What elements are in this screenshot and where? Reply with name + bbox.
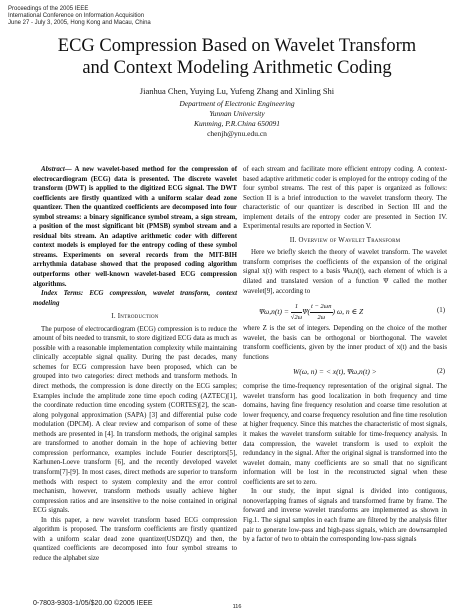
affiliation: [0, 99, 474, 139]
intro-paragraph-1: The purpose of electrocardiogram (ECG) compression is to reduce the amount of bits needed to transmit, to store digitized ECG data as much as possible with a reasonable implementation complexity while maintaining clinically acceptable signal quality. During the past decades, many schemes for ECG compression have been proposed, which can be grouped into two categories: direct methods and transform methods. In direct methods, the compression is done directly on the ECG samples; Examples include the amplitude zone time epoch coding (AZTEC)[1], the coordinate reduction time encoding system (CORTES)[2], the scan-along polygonal approximation (SAPA) [3] and differential pulse code modulation (DPCM). A clear review and comparison of some of these methods are presented in [4]. In transform methods, the original samples are transformed to another domain in the hope of achieving better compression performance, examples include Fourier descriptors[5], Karhunen-Loeve transform [6], and the recently developed wavelet transform[7]-[9]. In most cases, direct methods are superior to transform methods with respect to system complexity and the error control mechanism, however, transform methods usually achieve higher compression ratios and are insensitive to the noise contained in original ECG signals.: [33, 325, 237, 515]
eq1-rhs: ) ω, n ∈ Z: [332, 306, 364, 316]
section-2-number: II.: [289, 236, 297, 244]
equation-2-body: W(ω, n) = < x(t), Ψω,n(t) >: [293, 367, 377, 377]
equation-2-number: (2): [436, 368, 445, 376]
equation-1-body: [259, 302, 363, 322]
affiliation-email: chenjh@ynu.edu.cn: [207, 129, 267, 138]
eq1-mid: Ψ(: [302, 306, 310, 316]
section-1-number: I.: [111, 313, 116, 321]
header-line-3: June 27 - July 3, 2005, Hong Kong and Macau, China: [8, 20, 151, 26]
page-number: 116: [232, 604, 242, 610]
abstract: [33, 165, 237, 289]
header-line-1: Proceedings of the 2005 IEEE: [8, 6, 89, 12]
eq1-frac2-den: 2ω: [317, 313, 326, 321]
abstract-lead: Abstract: [41, 166, 65, 173]
authors: Jianhua Chen, Yuying Lu, Yufeng Zhang and Xinling Shi: [139, 86, 335, 96]
equation-2: [243, 364, 447, 380]
section-heading-introduction: [33, 312, 237, 322]
eq1-fraction: [291, 302, 302, 322]
eq1-frac-den: √2ω: [290, 313, 303, 321]
affiliation-city: Kunming, P.R.China 650091: [194, 119, 280, 128]
section-2-title: Overview of Wavelet Transform: [298, 236, 401, 244]
equation-1-number: (1): [436, 307, 445, 315]
intro-paragraph-3: of each stream and facilitate more efficient entropy coding. A context-based adaptive arithmetic coder is employed for the entropy coding of the four symbol streams. The rest of this paper is organized as follows: Section II is a brief introduction to the wavelet transform theory. The characteristic of our quantizer is described in Section III and the implement details of the entropy coder are presented in Section IV. Experimental results are reported in Section V.: [243, 166, 447, 231]
equation-1: [243, 298, 447, 322]
wavelet-paragraph-3: comprise the time-frequency representation of the original signal. The wavelet transform has good localization in both frequency and time domains, having fine frequency resolution and coarse time resolution at lower frequency, and coarse frequency resolution and fine time resolution at higher frequency. Since this matches the characteristic of most signals, it makes the wavelet transform suitable for time-frequency analysis. In data compression, the wavelet transform is used to exploit the redundancy in the signal. After the original signal is transformed into the wavelet domain, many coefficients are so small that no significant information will be lost in the reconstructed signal when these coefficients are set to zero.: [243, 383, 447, 486]
wavelet-paragraph-1: Here we briefly sketch the theory of wavelet transform. The wavelet transform comprises the coefficients of the expansion of the original signal x(t) with respect to a basis Ψω,n(t), each element of which is a dilated and translated version of a function Ψ called the mother wavelet[9], according to: [243, 249, 447, 295]
affiliation-univ: Yunnan University: [209, 109, 265, 118]
right-column: [243, 165, 447, 545]
index-terms: Index Terms: ECG compression, wavelet transform, context modeling: [33, 290, 237, 307]
wavelet-paragraph-4: In our study, the input signal is divided into contiguous, nonoverlapping frames of signals and transformed frame by frame. The forward and inverse wavelet transforms are implemented as shown in Fig.1. The signal samples in each frame are filtered by the analysis filter pair to generate low-pass and high-pass signals, which are downsampled by a factor of two to obtain the corresponding low-pass signals: [243, 488, 447, 544]
header-line-2: International Conference on Information Acquisition: [8, 13, 145, 19]
eq1-frac2-num: t − 2ωn: [310, 302, 333, 313]
eq1-frac-num: 1: [291, 302, 302, 313]
wavelet-paragraph-2: where Z is the set of integers. Depending on the choice of the mother wavelet, the basis can be orthogonal or biorthogonal. The wavelet transform coefficients, given by the inner product of x(t) and the basis functions: [243, 325, 447, 361]
left-column: [33, 165, 237, 563]
title-line-1: ECG Compression Based on Wavelet Transform: [57, 36, 417, 56]
proceedings-header: [8, 6, 151, 27]
intro-paragraph-2: In this paper, a new wavelet transform based ECG compression algorithm is proposed. The transform coefficients are firstly quantized with a uniform scalar dead zone quantizer(USDZQ) and then, the quantized coefficients are decomposed into four symbol streams to reduce the alphabet size: [33, 516, 237, 562]
section-1-title: Introduction: [117, 313, 159, 321]
copyright-footer: 0-7803-9303-1/05/$20.00 ©2005 IEEE: [33, 600, 153, 607]
affiliation-dept: Department of Electronic Engineering: [179, 99, 295, 108]
paper-title: [0, 35, 474, 79]
title-line-2: and Context Modeling Arithmetic Coding: [82, 58, 392, 78]
eq1-lhs: Ψω,n(t) =: [259, 306, 289, 316]
eq1-fraction-2: [310, 302, 333, 322]
section-heading-wavelet: [243, 236, 447, 246]
abstract-body: — A new wavelet-based method for the compression of electrocardiogram (ECG) data is presented. The discrete wavelet transform (DWT) is applied to the digitized ECG signal. The DWT coefficients are firstly quantized with a uniform scalar dead zone quantizer. Then the quantized coefficients are decomposed into four symbol streams: a binary significance symbol stream, a sign stream, a position of the most significant bit (PMSB) symbol stream and a residual bits stream. An adaptive arithmetic coder with different context models is employed for the entropy coding of these symbol streams. Experiments on several records from the MIT-BIH arrhythmia database showed that the proposed coding algorithm outperforms other well-known wavelet-based ECG compression algorithms.: [33, 166, 237, 288]
